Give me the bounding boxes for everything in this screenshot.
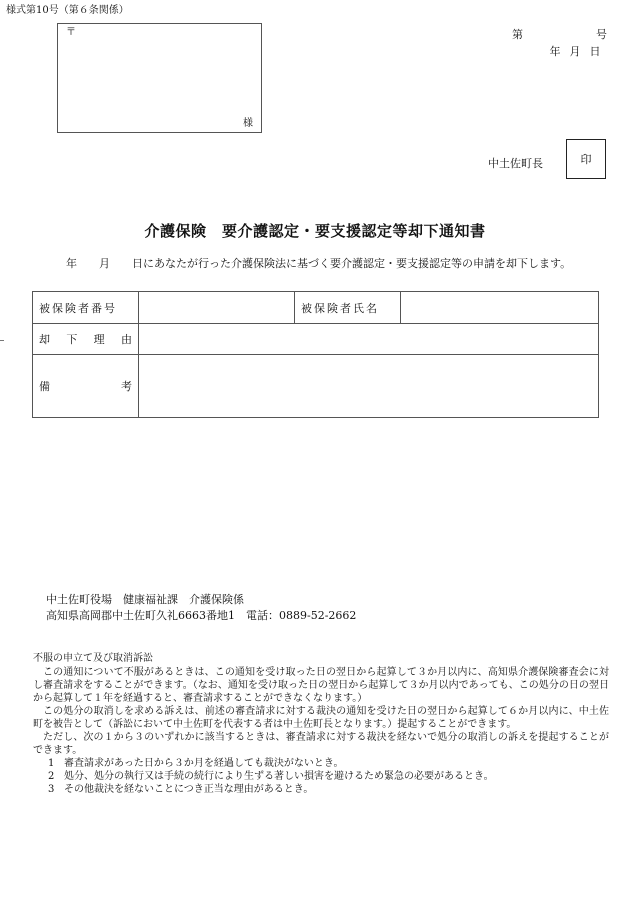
seal-box [566, 139, 606, 179]
seal-label: 印 [580, 153, 592, 166]
insured-number-label: 被保険者番号 [33, 292, 139, 324]
notice-month: 月 [99, 257, 110, 270]
form-number: 様式第10号（第６条関係） [6, 5, 129, 16]
remarks-value [139, 355, 599, 418]
rejection-reason-value [139, 324, 599, 355]
insured-name-label: 被保険者氏名 [295, 292, 401, 324]
appeal-item: 1 審査請求があった日から３か月を経過しても裁決がないとき。 [48, 758, 344, 769]
appeal-item: 2 処分、処分の執行又は手続の続行により生ずる著しい損害を避けるため緊急の必要があるとき。 [48, 771, 494, 782]
honorific-sama: 様 [243, 118, 253, 129]
date-day: 日 [589, 45, 601, 58]
appeal-item: 3 その他裁決を経ないことにつき正当な理由があるとき。 [48, 784, 314, 795]
notice-text: 日にあなたが行った介護保険法に基づく要介護認定・要支援認定等の申請を却下します。 [132, 257, 572, 270]
appeal-section [33, 652, 609, 796]
date-year: 年 [549, 45, 561, 58]
document-title: 介護保険 要介護認定・要支援認定等却下通知書 [144, 222, 486, 240]
notice-year: 年 [66, 257, 77, 270]
date-month: 月 [569, 45, 581, 58]
recipient-address-box [57, 23, 262, 133]
notice-sentence [66, 257, 571, 271]
document-number-prefix: 第 [512, 28, 523, 41]
contact-office: 中土佐町役場 健康福祉課 介護保険係 [46, 593, 244, 606]
appeal-paragraph: ただし、次の１から３のいずれかに該当するときは、審査請求に対する裁決を経ないで処分の取消しの訴えを提起することができます。 [33, 732, 609, 756]
rejection-reason-label: 却 下 理 由 [33, 324, 139, 355]
appeal-heading: 不服の申立て及び取消訴訟 [33, 653, 153, 664]
postal-mark: 〒 [66, 27, 76, 38]
table-row [33, 324, 599, 355]
insured-name-value [401, 292, 599, 324]
applicant-info-table [32, 291, 599, 418]
appeal-paragraph: この通知について不服があるときは、この通知を受け取った日の翌日から起算して３か月以内に、高知県介護保険審査会に対し審査請求をすることができます。（なお、通知を受け取った日の翌日から起算して３か月以内であっても、この処分の日の翌日から起算して１年を経過すると、審査請求することができなくなります。） [33, 667, 609, 704]
margin-tick [0, 340, 4, 341]
contact-address: 高知県高岡郡中土佐町久礼6663番地1 電話：0889-52-2662 [46, 609, 357, 622]
table-row [33, 292, 599, 324]
document-number-suffix: 号 [596, 28, 607, 41]
appeal-paragraph: この処分の取消しを求める訴えは、前述の審査請求に対する裁決の通知を受けた日の翌日から起算して６か月以内に、中土佐町を被告として（訴訟において中土佐町を代表する者は中土佐町長となります。）提起することができます。 [33, 706, 609, 730]
table-row [33, 355, 599, 418]
issue-date [545, 45, 605, 59]
issuer-title: 中土佐町長 [488, 157, 543, 170]
remarks-label: 備 考 [33, 355, 139, 418]
insured-number-value [139, 292, 295, 324]
